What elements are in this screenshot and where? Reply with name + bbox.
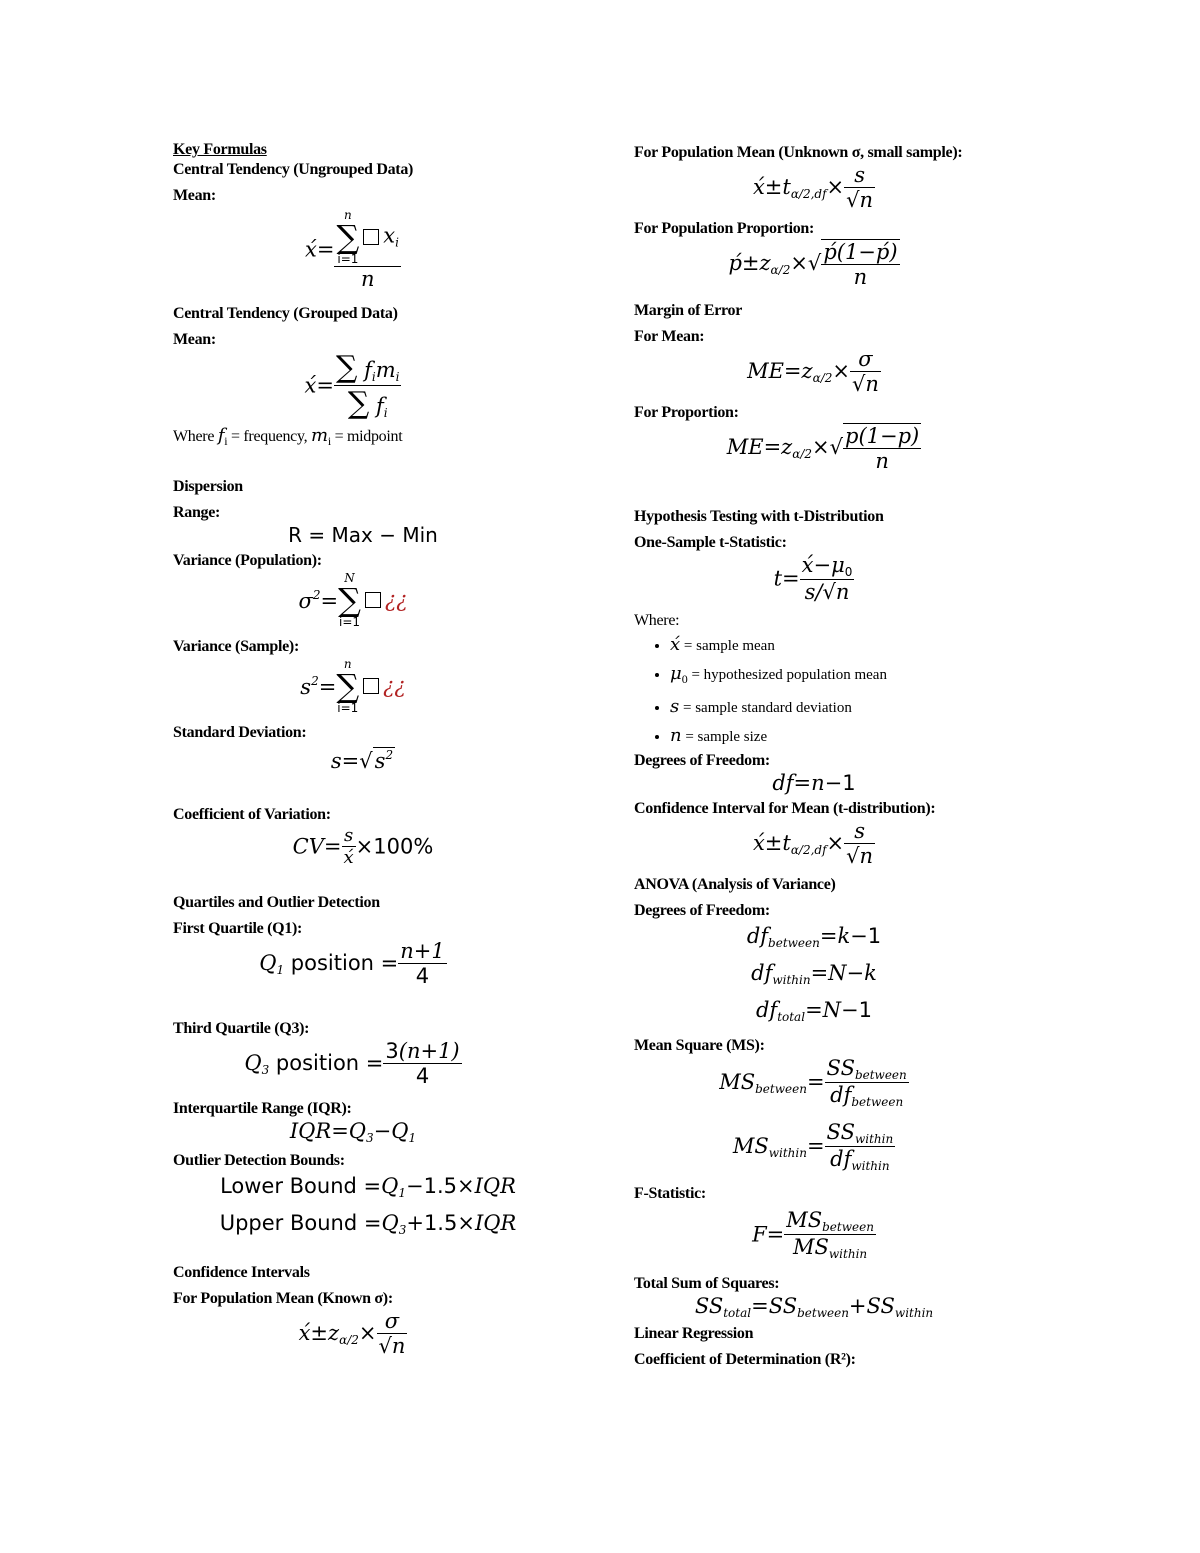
label-iqr: Interquartile Range (IQR): xyxy=(173,1100,352,1117)
formula-df-total: $df_{total}=N-1$ xyxy=(755,998,873,1024)
formula-fstat: F= $\frac{MS_{between}}{MS_{within}}$ xyxy=(752,1208,874,1261)
label-std-dev: Standard Deviation: xyxy=(173,724,307,741)
bullet-sample-sd: • s = sample standard deviation xyxy=(670,693,1034,722)
heading-ht: Hypothesis Testing with t-Distribution xyxy=(634,508,884,525)
label-mean-grouped: Mean: xyxy=(173,331,216,348)
label-var-pop: Variance (Population): xyxy=(173,552,322,569)
formula-ci-prop: $ṕ\pm z_{\alpha/2}\times√$ $\frac{\text{ṕ(1−ṕ)}}{n}$ xyxy=(728,240,898,289)
where-text: Where xyxy=(173,428,215,445)
formula-var-sample: $s^2=$ n ∑ i=1 ¿¿ xyxy=(300,657,406,715)
formula-mean-grouped: x́= $\frac{\sum f_im_i}{\sum f_i}$ xyxy=(304,350,400,421)
formula-moe-prop: $ME=z_{\alpha/2}\times√$ $\frac{p(1-p)}{n}$ xyxy=(726,424,920,473)
label-ci-t: Confidence Interval for Mean (t-distribution): xyxy=(634,800,936,817)
label-one-sample: One-Sample t-Statistic: xyxy=(634,534,787,551)
label-ci-prop: For Population Proportion: xyxy=(634,220,815,237)
label-ms: Mean Square (MS): xyxy=(634,1037,765,1054)
formula-cv: CV= $\frac{s}{x́}$ ×100% xyxy=(292,825,434,868)
lower-label: Lower Bound = xyxy=(220,1174,382,1198)
formula-range: R = Max − Min xyxy=(288,523,438,547)
label-tss: Total Sum of Squares: xyxy=(634,1275,780,1292)
label-ci-known: For Population Mean (Known σ): xyxy=(173,1290,393,1307)
where-label: Where: xyxy=(634,612,680,629)
formula-mean-ungrouped: x́= n ∑ i=1 $x_i$ n xyxy=(305,208,399,291)
bullet-hyp-mean: • $\mu_0$ = hypothesized population mean xyxy=(670,660,1034,693)
label-moe-prop: For Proportion: xyxy=(634,404,739,421)
label-cv: Coefficient of Variation: xyxy=(173,806,331,823)
page-title: Key Formulas xyxy=(173,141,267,158)
label-q1: First Quartile (Q1): xyxy=(173,920,303,937)
formula-tss: $SS_{total}=SS_{between}+SS_{within}$ xyxy=(694,1294,934,1320)
where-bullets xyxy=(634,631,1034,751)
formula-ci-t: $x́\pm t_{\alpha/2,df}\times$ $\frac{s}{√n}$ xyxy=(752,819,874,868)
heading-linreg: Linear Regression xyxy=(634,1325,754,1342)
upper-label: Upper Bound = xyxy=(219,1211,382,1235)
bullet-sample-size: • n = sample size xyxy=(670,722,1034,751)
label-q3: Third Quartile (Q3): xyxy=(173,1020,310,1037)
q3-label: position = xyxy=(275,1050,384,1075)
formula-std-dev: $s=√s^2$ xyxy=(330,748,394,773)
label-mean-ungrouped: Mean: xyxy=(173,187,216,204)
formula-iqr: $IQR=Q_3-Q_1$ xyxy=(289,1119,417,1145)
label-fstat: F-Statistic: xyxy=(634,1185,706,1202)
q1-label: position = xyxy=(290,950,399,975)
heading-ct-ungrouped: Central Tendency (Ungrouped Data) xyxy=(173,161,414,178)
formula-q1: $Q_1$ position = $\frac{n+1}{4}$ xyxy=(259,939,445,988)
formula-ms-between: $MS_{between}=$ $\frac{SS_{between}}{df_{between}}$ xyxy=(719,1056,907,1109)
formula-t-stat: t= $\frac{x́-\mu_0}{s/√n}$ xyxy=(773,553,853,604)
heading-ci: Confidence Intervals xyxy=(173,1264,310,1281)
formula-lower-bound: Lower Bound $=Q_1-1.5\times IQR$ xyxy=(220,1174,516,1200)
where-line: Where $f_i$ = frequency, $m_i$ = midpoint xyxy=(173,425,403,448)
heading-anova: ANOVA (Analysis of Variance) xyxy=(634,876,836,893)
formula-q3: $Q_3$ position = $\frac{3(n+1)}{4}$ xyxy=(244,1039,460,1088)
label-bounds: Outlier Detection Bounds: xyxy=(173,1152,345,1169)
formula-ci-unknown: $x́\pm t_{\alpha/2,df}\times$ $\frac{s}{√n}$ xyxy=(752,163,874,212)
left-column xyxy=(173,138,593,1365)
where-freq: = frequency, xyxy=(230,428,308,445)
label-ci-unknown: For Population Mean (Unknown σ, small sample): xyxy=(634,144,963,161)
formula-upper-bound: Upper Bound $=Q_3+1.5\times IQR$ xyxy=(219,1211,517,1237)
label-var-sample: Variance (Sample): xyxy=(173,638,299,655)
bullet-sample-mean: • x́ = sample mean xyxy=(670,631,1034,660)
label-moe-mean: For Mean: xyxy=(634,328,705,345)
where-mid: = midpoint xyxy=(334,428,403,445)
heading-quartiles: Quartiles and Outlier Detection xyxy=(173,894,380,911)
heading-moe: Margin of Error xyxy=(634,302,743,319)
heading-dispersion: Dispersion xyxy=(173,478,243,495)
formula-dof: df=n−1 xyxy=(772,771,856,795)
label-anova-dof: Degrees of Freedom: xyxy=(634,902,770,919)
label-dof: Degrees of Freedom: xyxy=(634,752,770,769)
formula-moe-mean: $ME=z_{\alpha/2}\times$ $\frac{\sigma}{√n}$ xyxy=(747,347,879,396)
right-column xyxy=(634,138,1034,1370)
formula-df-between: $df_{between}=k-1$ xyxy=(746,924,882,950)
formula-ci-known: $x́\pm z_{\alpha/2}\times$ $\frac{\sigma}{√n}$ xyxy=(298,1309,406,1358)
label-r2: Coefficient of Determination (R²): xyxy=(634,1351,856,1368)
formula-ms-within: $MS_{within}=$ $\frac{SS_{within}}{df_{within}}$ xyxy=(732,1120,894,1173)
heading-ct-grouped: Central Tendency (Grouped Data) xyxy=(173,305,398,322)
formula-var-pop: $\sigma^2=$ N ∑ i=1 ¿¿ xyxy=(298,571,408,629)
label-range: Range: xyxy=(173,504,221,521)
formula-df-within: $df_{within}=N-k$ xyxy=(751,961,877,987)
